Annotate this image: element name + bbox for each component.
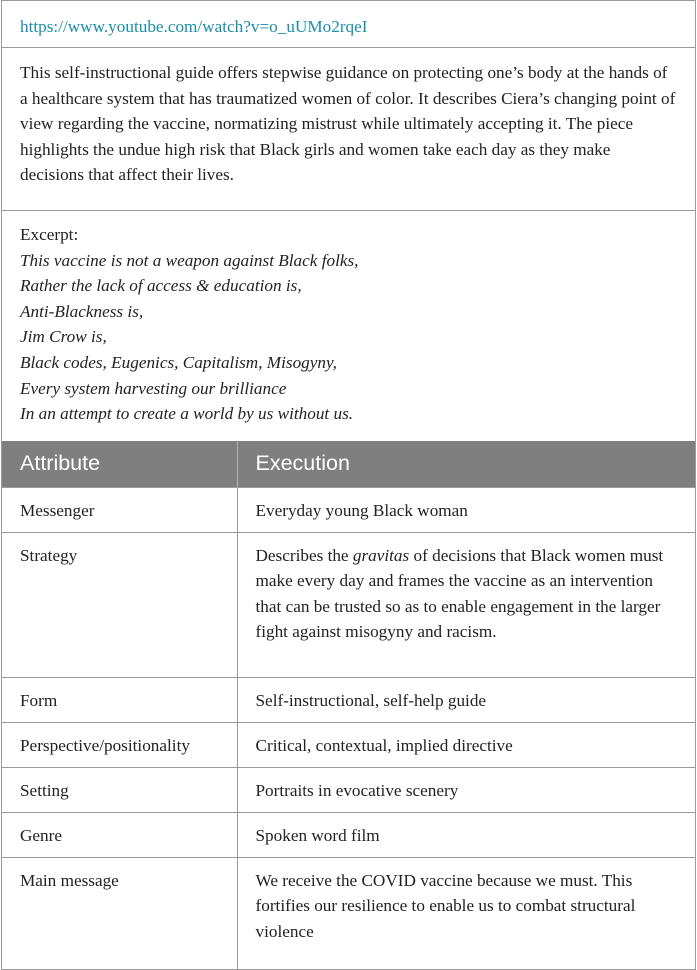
table-row — [2, 812, 695, 857]
excerpt-line: In an attempt to create a world by us without us. — [20, 404, 354, 424]
column-header-execution: Execution — [237, 441, 695, 487]
video-url-row — [2, 0, 695, 47]
table-row — [2, 767, 695, 812]
execution-text-pre: Describes the — [255, 545, 353, 565]
attribute-cell: Setting — [2, 767, 237, 812]
attribute-cell: Perspective/positionality — [2, 722, 237, 767]
table-header-row — [2, 441, 695, 487]
table-row — [2, 857, 695, 969]
execution-cell: Everyday young Black woman — [237, 487, 695, 532]
table-row — [2, 677, 695, 722]
excerpt-line: This vaccine is not a weapon against Black folks, — [20, 250, 359, 270]
table-row — [2, 487, 695, 532]
excerpt-line: Black codes, Eugenics, Capitalism, Misogyny, — [20, 352, 337, 372]
column-header-attribute: Attribute — [20, 451, 101, 476]
attribute-cell: Form — [2, 677, 237, 722]
video-url-link[interactable]: https://www.youtube.com/watch?v=o_uUMo2rqeI — [20, 17, 368, 36]
execution-text-post: of decisions that Black women must make every day and frames the vaccine as an intervention that can be trusted so as to enable engagement in the larger fight against misogyny and racism. — [255, 545, 664, 642]
execution-text-emphasis: gravitas — [352, 545, 410, 565]
excerpt-line: Anti-Blackness is, — [20, 301, 144, 321]
execution-cell — [237, 532, 695, 677]
attribute-execution-table — [2, 441, 695, 970]
execution-cell: Self-instructional, self-help guide — [237, 677, 695, 722]
attribute-cell: Messenger — [2, 487, 237, 532]
execution-cell: Spoken word film — [237, 812, 695, 857]
execution-cell: Critical, contextual, implied directive — [237, 722, 695, 767]
attribute-cell: Genre — [2, 812, 237, 857]
description-text: This self-instructional guide offers stepwise guidance on protecting one’s body at the hands of a healthcare system that has traumatized women of color. It describes Ciera’s changing point of view regarding the vaccine, normatizing mistrust while ultimately accepting it. The piece highlights the undue high risk that Black girls and women take each day as they make decisions that affect their lives. — [20, 63, 676, 185]
excerpt-line: Rather the lack of access & education is, — [20, 276, 302, 296]
table-row — [2, 722, 695, 767]
attribute-cell: Main message — [2, 857, 237, 969]
description-row — [2, 47, 695, 210]
execution-cell: We receive the COVID vaccine because we must. This fortifies our resilience to enable us to combat structural violence — [237, 857, 695, 969]
attribute-table-frame — [1, 0, 696, 970]
excerpt-label: Excerpt: — [20, 225, 79, 244]
table-row — [2, 532, 695, 677]
excerpt-row — [2, 210, 695, 441]
excerpt-line: Every system harvesting our brilliance — [20, 378, 287, 398]
execution-cell: Portraits in evocative scenery — [237, 767, 695, 812]
attribute-cell: Strategy — [2, 532, 237, 677]
excerpt-line: Jim Crow is, — [20, 327, 107, 347]
